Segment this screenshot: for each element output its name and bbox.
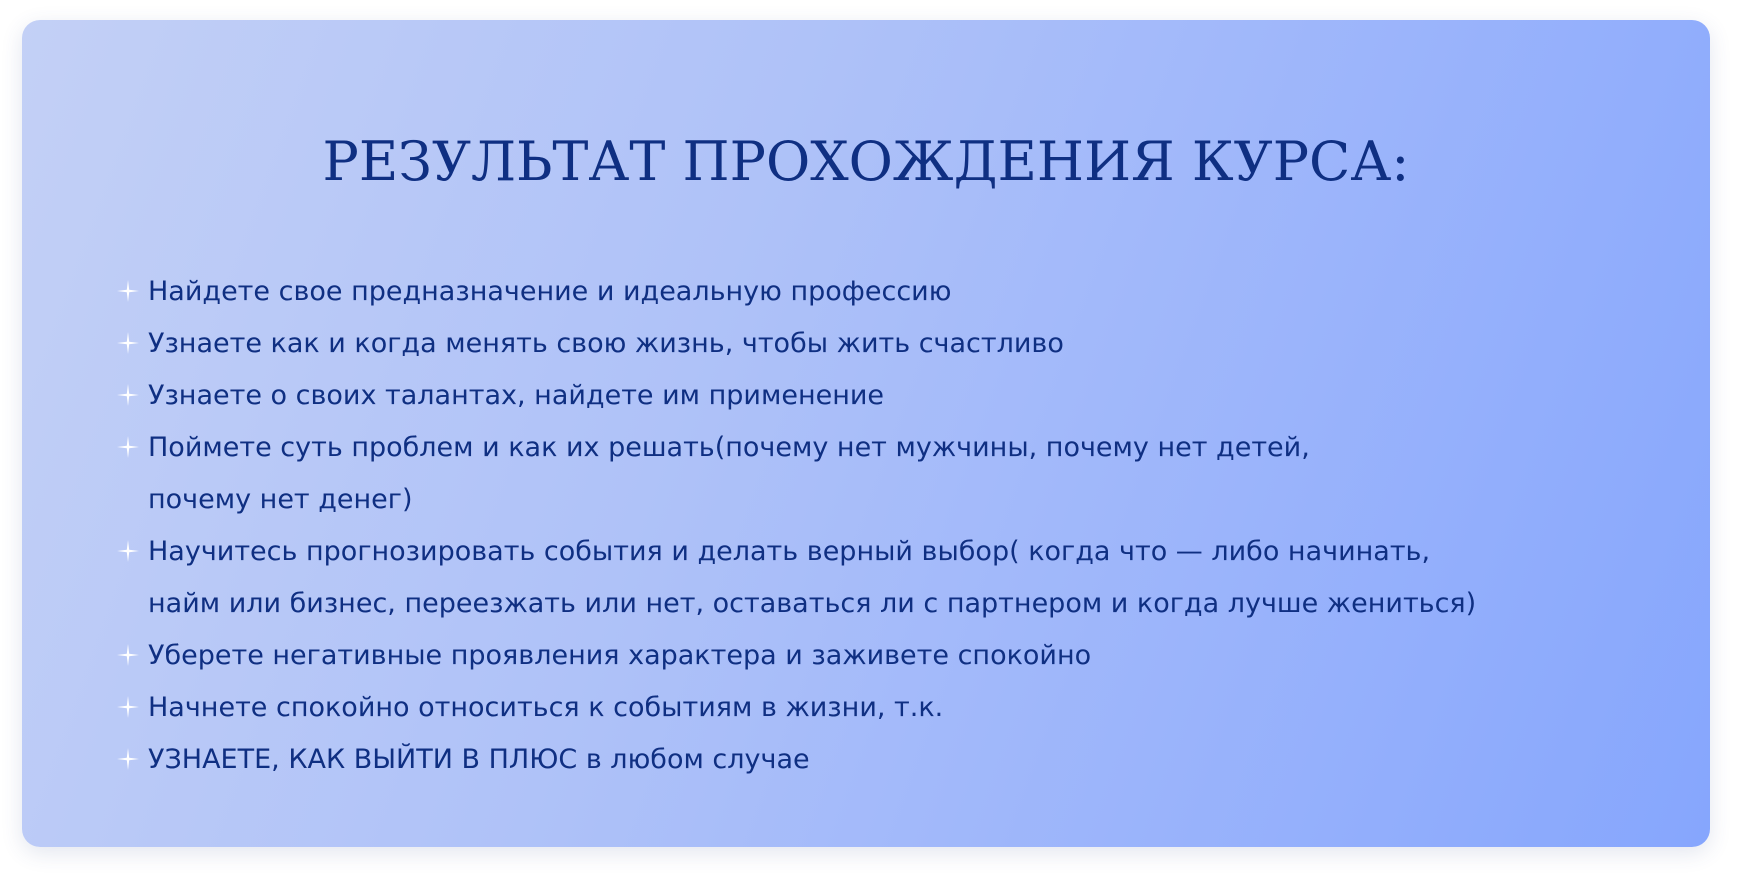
list-item [114,422,1476,526]
sparkle-icon [116,383,140,407]
sparkle-icon [116,643,140,667]
list-item [114,630,1476,682]
list-item-text-continuation: почему нет денег) [148,484,413,515]
list-item [114,318,1476,370]
list-item [114,266,1476,318]
list-item-text: Найдете свое предназначение и идеальную профессию [148,276,952,307]
list-item [114,682,1476,734]
list-item-text: Уберете негативные проявления характера и заживете спокойно [148,640,1092,671]
sparkle-icon [116,435,140,459]
list-item-text: Узнаете о своих талантах, найдете им применение [148,380,885,411]
list-item [114,734,1476,786]
list-item-text-continuation: найм или бизнес, переезжать или нет, оставаться ли с партнером и когда лучше жениться) [148,588,1477,619]
list-item-text: Узнаете как и когда менять свою жизнь, чтобы жить счастливо [148,328,1064,359]
list-item-text: Поймете суть проблем и как их решать(почему нет мужчины, почему нет детей, [148,432,1310,463]
section-title: РЕЗУЛЬТАТ ПРОХОЖДЕНИЯ КУРСА: [322,130,1410,193]
sparkle-icon [116,695,140,719]
list-item [114,370,1476,422]
list-item-text: УЗНАЕТЕ, КАК ВЫЙТИ В ПЛЮС в любом случае [148,744,810,775]
list-item-text: Начнете спокойно относиться к событиям в жизни, т.к. [148,692,944,723]
list-item [114,526,1476,630]
sparkle-icon [116,747,140,771]
list-item-text: Научитесь прогнозировать события и делать верный выбор( когда что — либо начинать, [148,536,1431,567]
sparkle-icon [116,279,140,303]
sparkle-icon [116,331,140,355]
sparkle-icon [116,539,140,563]
results-card [22,20,1710,847]
results-list [114,266,1476,786]
